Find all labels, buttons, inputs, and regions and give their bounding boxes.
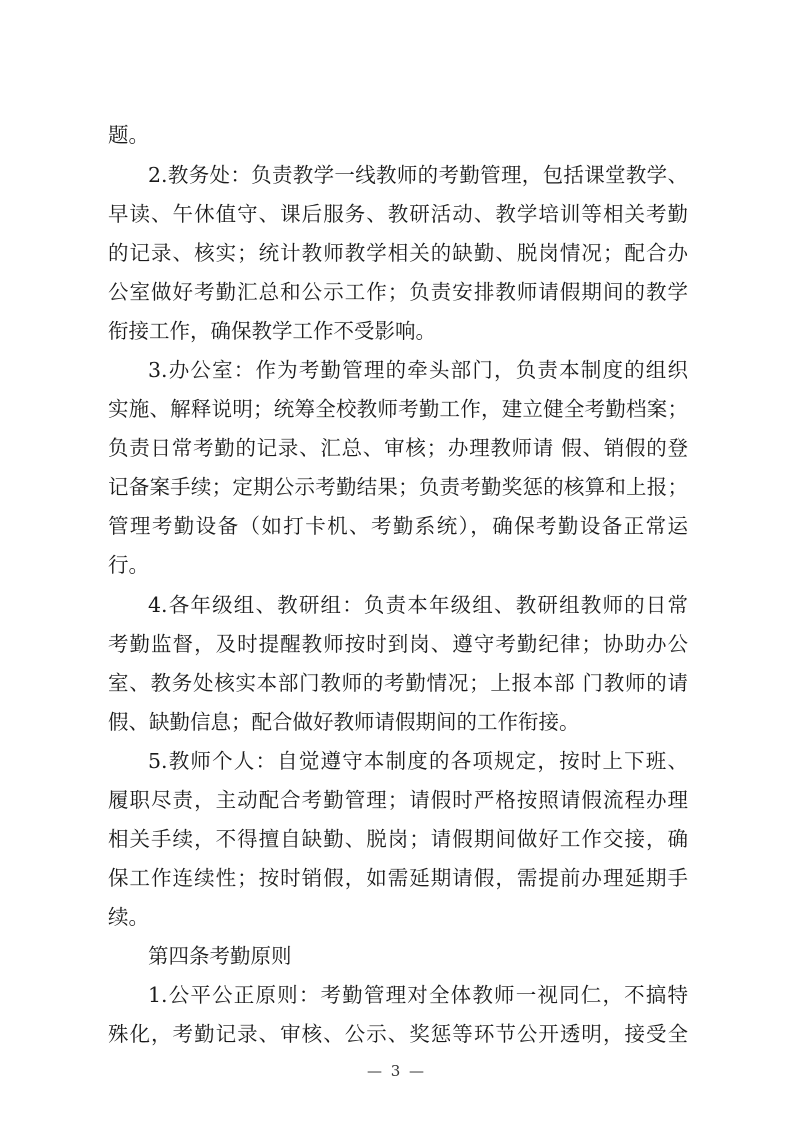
text-line: 相关手续，不得擅自缺勤、脱岗；请假期间做好工作交接，确 (108, 827, 688, 851)
text-line: 公室做好考勤汇总和公示工作；负责安排教师请假期间的教学 (108, 280, 688, 304)
text-line: 早读、午休值守、课后服务、教研活动、教学培训等相关考勤 (108, 202, 688, 226)
text-line: 保工作连续性；按时销假，如需延期请假，需提前办理延期手 (108, 866, 688, 890)
text-line: 履职尽责，主动配合考勤管理；请假时严格按照请假流程办理 (108, 788, 688, 812)
text-line: 5.教师个人：自觉遵守本制度的各项规定，按时上下班、 (148, 749, 688, 773)
text-line: 2.教务处：负责教学一线教师的考勤管理，包括课堂教学、 (148, 163, 688, 187)
text-line: 3.办公室：作为考勤管理的牵头部门，负责本制度的组织 (148, 358, 688, 382)
text-line: 负责日常考勤的记录、汇总、审核；办理教师请 假、销假的登 (108, 436, 688, 460)
text-line: 考勤监督，及时提醒教师按时到岗、遵守考勤纪律；协助办公 (108, 632, 688, 656)
text-line: 管理考勤设备（如打卡机、考勤系统），确保考勤设备正常运 (108, 514, 688, 538)
page-number: — 3 — (366, 1062, 427, 1080)
text-line: 的记录、核实；统计教师教学相关的缺勤、脱岗情况；配合办 (108, 241, 688, 265)
text-line: 假、缺勤信息；配合做好教师请假期间的工作衔接。 (108, 710, 580, 734)
section-heading: 第四条考勤原则 (148, 944, 292, 968)
text-line: 衔接工作，确保教学工作不受影响。 (108, 319, 436, 343)
text-line: 记备案手续；定期公示考勤结果；负责考勤奖惩的核算和上报； (108, 475, 688, 499)
text-line: 1.公平公正原则：考勤管理对全体教师一视同仁，不搞特 (148, 983, 688, 1007)
text-line: 室、教务处核实本部门教师的考勤情况；上报本部 门教师的请 (108, 671, 688, 695)
text-line: 实施、解释说明；统筹全校教师考勤工作，建立健全考勤档案； (108, 397, 688, 421)
text-line: 殊化，考勤记录、审核、公示、奖惩等环节公开透明，接受全 (108, 1022, 688, 1046)
text-line: 题。 (108, 123, 149, 147)
text-line: 4.各年级组、教研组：负责本年级组、教研组教师的日常 (148, 593, 688, 617)
text-line: 续。 (108, 905, 149, 929)
text-line: 行。 (108, 553, 149, 577)
